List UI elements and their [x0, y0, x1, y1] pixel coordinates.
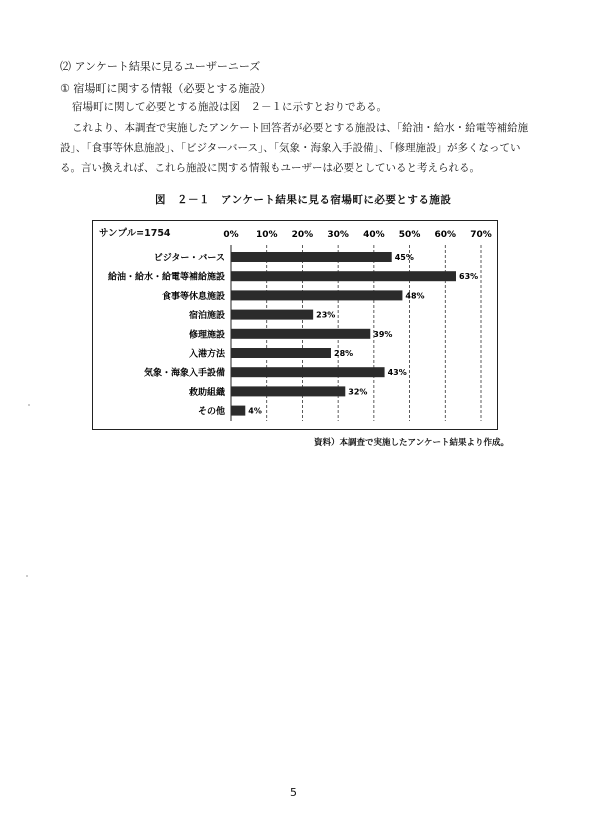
category-label: 給油・給水・給電等補給施設: [107, 272, 225, 283]
subsection-heading: ① 宿場町に関する情報（必要とする施設）: [60, 82, 272, 95]
paragraph-findings: これより、本調査で実施したアンケート回答者が必要とする施設は、「給油・給水・給電等補給施設」、「食事等休息施設」、「ビジターバース」、「気象・海象入手設備」、「修理施設」が多くなっている。言い換えれば、これら施設に関する情報もユーザーは必要としていると考えられる。: [60, 122, 529, 174]
value-label: 63%: [459, 272, 479, 282]
page-number: 5: [290, 786, 297, 799]
x-tick-label: 40%: [363, 230, 385, 240]
source-note: 資料）本調査で実施したアンケート結果より作成。: [314, 438, 509, 448]
x-tick-label: 50%: [398, 230, 421, 240]
x-tick-label: 30%: [327, 230, 349, 240]
x-tick-label: 70%: [470, 230, 492, 240]
x-tick-label: 10%: [255, 230, 278, 240]
value-label: 45%: [394, 253, 414, 262]
x-tick-label: 0%: [223, 230, 239, 240]
value-label: 4%: [248, 406, 262, 416]
bar: [231, 386, 345, 396]
bar: [231, 348, 331, 358]
value-label: 23%: [316, 310, 336, 320]
category-label: その他: [197, 407, 225, 418]
bar-chart-frame: [92, 220, 498, 430]
scan-speck: [26, 575, 28, 577]
value-label: 28%: [334, 349, 354, 358]
category-label: 宿泊施設: [188, 311, 225, 322]
category-label: ビジター・バース: [153, 253, 225, 264]
figure-title: 図 ２－１ アンケート結果に見る宿場町に必要とする施設: [155, 194, 452, 206]
scan-speck: [28, 404, 30, 406]
sample-size-label: サンプル=1754: [99, 228, 171, 239]
category-label: 食事等休息施設: [161, 291, 225, 302]
section-heading: ⑵ アンケート結果に見るユーザーニーズ: [60, 60, 261, 73]
category-label: 救助組織: [188, 387, 225, 398]
bar: [231, 406, 245, 416]
bar-chart: [93, 221, 499, 431]
bar: [231, 290, 402, 300]
bar: [231, 367, 385, 377]
bar: [231, 271, 456, 281]
x-tick-label: 60%: [434, 230, 457, 240]
category-label: 修理施設: [188, 330, 225, 341]
value-label: 48%: [405, 291, 425, 301]
bar: [231, 329, 370, 339]
bar: [231, 310, 313, 320]
value-label: 32%: [348, 387, 368, 397]
value-label: 39%: [373, 329, 393, 339]
x-tick-label: 20%: [291, 230, 314, 240]
paragraph-intro: 宿場町に関して必要とする施設は図 ２－１に示すとおりである。: [72, 101, 387, 113]
category-label: 入港方法: [188, 349, 225, 360]
bar: [231, 252, 392, 262]
value-label: 43%: [387, 368, 407, 378]
category-label: 気象・海象入手設備: [143, 368, 225, 379]
